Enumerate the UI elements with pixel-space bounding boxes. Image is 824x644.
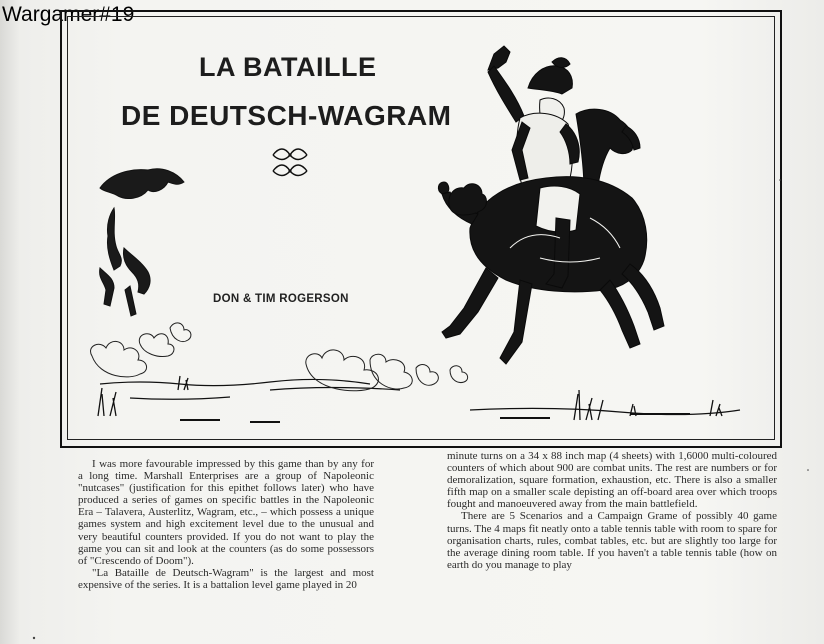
page-header-label: Wargamer#19 (2, 3, 135, 26)
article-title-line-2: DE DEUTSCH-WAGRAM (121, 100, 452, 131)
article-title-line-1: LA BATAILLE (199, 52, 377, 82)
body-paragraph: There are 5 Scenarios and a Campaign Grame of possibly 40 game turns. The 4 maps fit neatly onto a table tennis table with room to spare for organisation charts, rules, combat tables, etc. but are slightly too large for the average dining room table. If you haven't a table tennis table (how on earth do you manage to play (447, 510, 777, 571)
body-paragraph: I was more favourable impressed by this game than by any for a long time. Marshall Enterprises are a group of Napoleonic "nutcases" (justification for this epithet follows later) who have produced a series of games on specific battles in the Napoleonic Era – Talavera, Austerlitz, Wagram, etc., – which possess a unique games system and high excitement level due to the unusual and very beautiful counters provided. If you do not want to play the game you can sit and look at the counters (as do some possessors of "Crescendo of Doom"). (78, 458, 374, 567)
article-authors: DON & TIM ROGERSON (213, 293, 349, 305)
body-paragraph: "La Bataille de Deutsch-Wagram" is the largest and most expensive of the series. It is a battalion level game played in 20 (78, 566, 374, 591)
body-paragraph: minute turns on a 34 x 88 inch map (4 sheets) with 1,6000 multi-coloured counters of which about 900 are combat units. The rest are numbers or for demoralization, square formation, exhaustion, etc. There is also a smaller fifth map on a smaller scale depisting an off-board area over which troops fought and manoeuvered away from the main battlefield. (447, 450, 777, 511)
